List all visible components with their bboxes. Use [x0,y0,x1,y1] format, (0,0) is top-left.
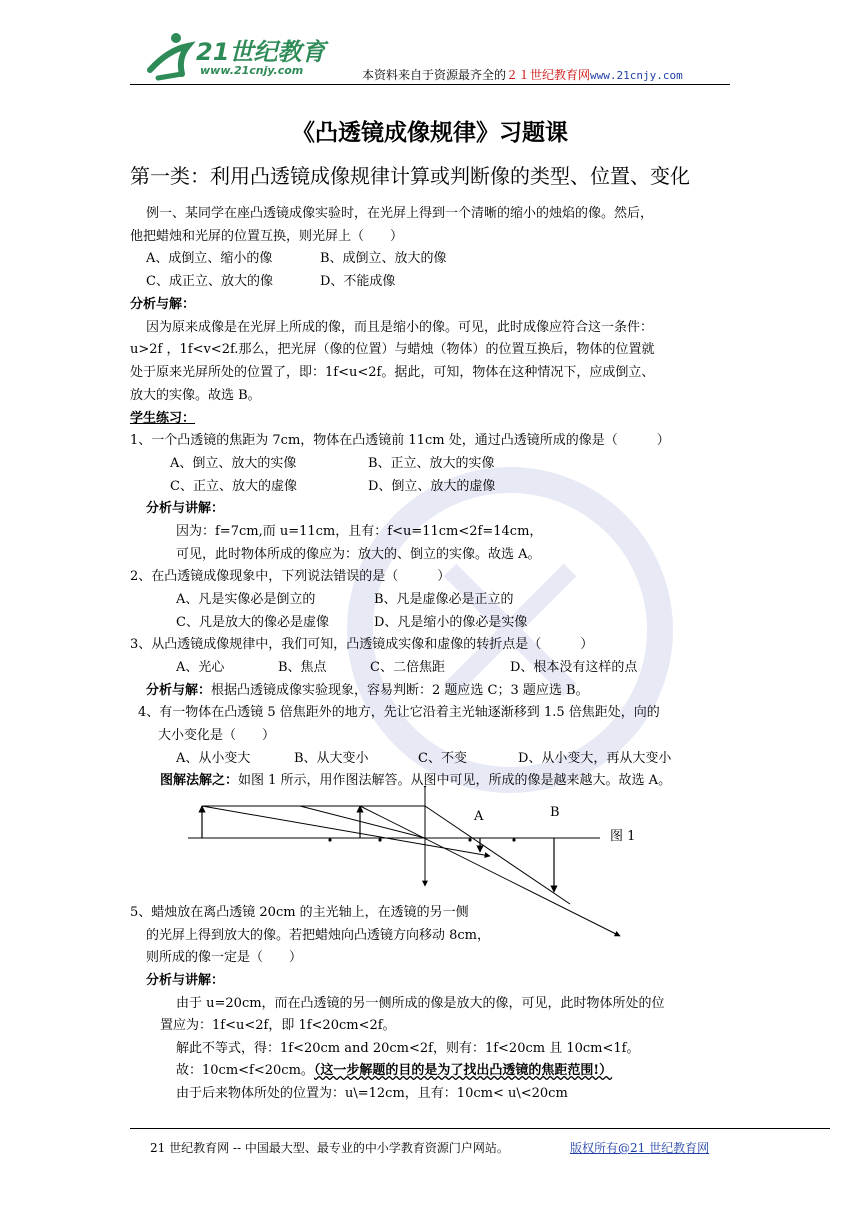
example-question-line-2: 他把蜡烛和光屏的位置互换，则光屏上（ ） [130,229,404,244]
header-divider [130,84,730,85]
p2-option-a: A、凡是实像必是倒立的 [176,592,316,607]
logo-url: www.21cnjy.com [200,64,304,77]
example-analysis-label: 分析与解： [130,297,196,312]
p2-option-b: B、凡是虚像必是正立的 [374,592,514,607]
p1-analysis-label: 分析与讲解： [146,501,225,516]
p3-question: 3、从凸透镜成像规律中，我们可知，凸透镜成实像和虚像的转折点是（ ） [130,637,594,652]
center-ray-far [202,806,490,856]
refracted-ray [425,806,570,904]
p1-option-c: C、正立、放大的虚像 [170,479,297,494]
footer-copyright-link[interactable]: 版权所有@21 世纪教育网 [570,1141,710,1155]
example-option-d: D、不能成像 [320,274,396,289]
p3-analysis-text: 根据凸透镜成像实验现象，容易判断：2 题应选 C；3 题应选 B。 [211,683,589,698]
example-question-line-1: 例一、某同学在座凸透镜成像实验时，在光屏上得到一个清晰的缩小的烛焰的像。然后， [146,206,654,221]
logo-text: 21世纪教育 [196,38,326,66]
p3-option-d: D、根本没有这样的点 [510,660,638,675]
p4-option-a: A、从小变大 [176,751,251,766]
practice-label: 学生练习： [130,411,196,426]
focal-point-2f-right [512,838,515,841]
p5-analysis-label: 分析与讲解： [146,973,225,988]
p5-analysis-line-1: 由于 u=20cm，而在凸透镜的另一侧所成的像是放大的像，可见，此时物体所处的位 [176,996,665,1011]
page-title: 《凸透镜成像规律》习题课 [292,119,568,146]
p1-analysis-line-2: 可见，此时物体所成的像应为：放大的、倒立的实像。故选 A。 [176,547,541,562]
p4-question-line-1: 4、有一物体在凸透镜 5 倍焦距外的地方，先让它沿着主光轴逐渐移到 1.5 倍焦距处，向的 [138,705,660,720]
p5-analysis-line-5: 由于后来物体所处的位置为：u\=12cm，且有：10cm< u\<20cm [176,1086,568,1101]
header-note-prefix: 本资料来自于资源最齐全的 [362,68,507,82]
site-logo [138,30,338,86]
p2-option-d: D、凡是缩小的像必是实像 [374,615,528,630]
focal-point-2f-left [328,838,331,841]
footer-text: 21 世纪教育网 -- 中国最大型、最专业的中小学教育资源门户网站。 [150,1141,509,1155]
p1-question: 1、一个凸透镜的焦距为 7cm，物体在凸透镜前 11cm 处，通过凸透镜所成的像是（ ） [130,433,670,448]
figure-label-a: A [474,809,484,824]
focal-point-f-left [378,838,381,841]
p5-question-line-2: 的光屏上得到放大的像。若把蜡烛向凸透镜方向移动 8cm， [146,928,491,943]
p2-option-c: C、凡是放大的像必是虚像 [176,615,329,630]
p3-option-c: C、二倍焦距 [370,660,445,675]
figure-label-b: B [550,805,560,820]
p1-option-b: B、正立、放大的实像 [368,456,495,471]
p4-option-b: B、从大变小 [294,751,369,766]
p3-option-a: A、光心 [176,660,225,675]
footer-divider [130,1128,830,1129]
example-analysis-line-4: 放大的实像。故选 B。 [130,388,261,403]
section-title: 第一类：利用凸透镜成像规律计算或判断像的类型、位置、变化 [130,164,690,188]
p5-analysis-result: 故：10cm<f<20cm。 [176,1063,314,1078]
p3-option-b: B、焦点 [278,660,327,675]
p5-analysis-note: （这一步解题的目的是为了找出凸透镜的焦距范围!） [313,1063,613,1078]
ray-diagram-figure [180,786,640,942]
p5-question-line-3: 则所成的像一定是（ ） [146,950,303,965]
figure-caption: 图 1 [610,829,636,844]
p1-option-d: D、倒立、放大的虚像 [368,479,496,494]
header-note [362,66,683,83]
p4-question-line-2: 大小变化是（ ） [158,728,276,743]
p5-analysis-line-2: 置应为：1f<u<2f，即 1f<20cm<2f。 [160,1018,396,1033]
header-url-link[interactable]: www.21cnjy.com [590,69,683,82]
header-site-link[interactable]: ２１世纪教育网 [506,68,591,82]
p4-option-c: C、不变 [418,751,467,766]
example-option-c: C、成正立、放大的像 [146,274,273,289]
example-analysis-line-2: u>2f ，1f<v<2f.那么，把光屏（像的位置）与蜡烛（物体）的位置互换后，物体的位置就 [130,342,655,357]
example-option-b: B、成倒立、放大的像 [320,251,447,266]
center-ray-near [360,806,620,936]
p5-analysis-line-3: 解此不等式，得：1f<20cm and 20cm<2f，则有：1f<20cm 且 10cm<1f。 [176,1041,640,1056]
p4-analysis-label: 图解法解之： [160,773,239,788]
p4-option-d: D、从小变大，再从大变小 [518,751,672,766]
p5-analysis-line-4 [176,1059,612,1078]
p3-analysis-label: 分析与解： [146,683,212,698]
p3-analysis [146,679,589,698]
p1-option-a: A、倒立、放大的实像 [170,456,297,471]
example-analysis-line-3: 处于原来光屏所处的位置了，即：1f<u<2f。据此，可知，物体在这种情况下，应成倒立、 [130,365,655,380]
ray-mid [300,806,425,838]
p5-question-line-1: 5、蜡烛放在离凸透镜 20cm 的主光轴上，在透镜的另一侧 [130,905,469,920]
focal-point-f-right [468,838,471,841]
p4-analysis-text: 如图 1 所示，用作图法解答。从图中可见，所成的像是越来越大。故选 A。 [238,773,672,788]
example-analysis-line-1: 因为原来成像是在光屏上所成的像，而且是缩小的像。可见，此时成像应符合这一条件： [146,320,654,335]
p1-analysis-line-1: 因为：f=7cm,而 u=11cm，且有：f<u=11cm<2f=14cm， [176,524,543,539]
example-option-a: A、成倒立、缩小的像 [146,251,273,266]
p2-question: 2、在凸透镜成像现象中，下列说法错误的是（ ） [130,569,451,584]
